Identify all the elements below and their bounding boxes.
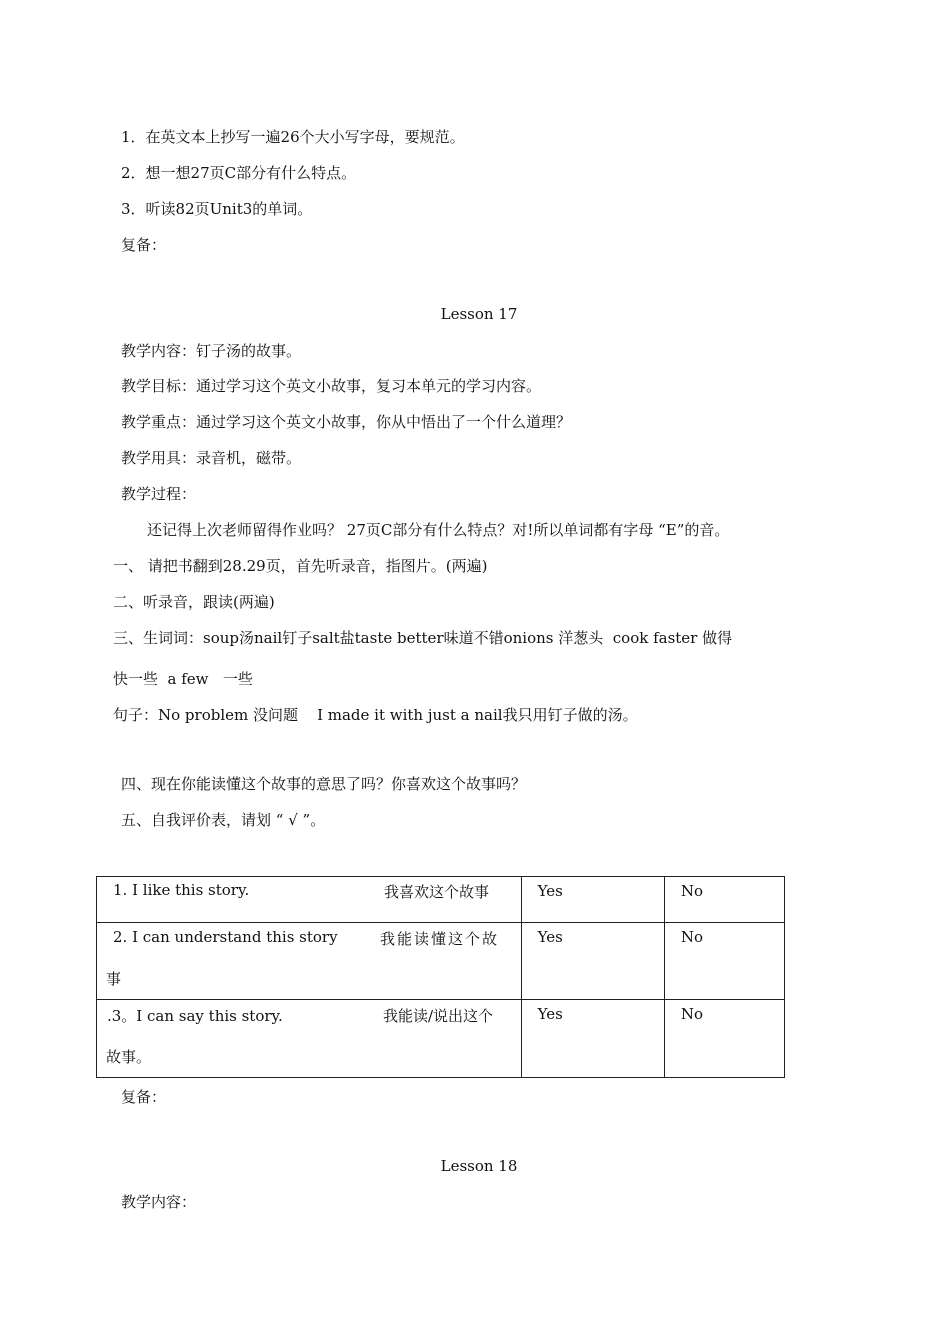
table-row xyxy=(97,923,785,1000)
no-cell[interactable] xyxy=(664,923,784,1000)
statement-en: .3。I can say this story. xyxy=(107,1007,283,1025)
yes-cell[interactable] xyxy=(521,1000,664,1078)
statement-en: 2. I can understand this story xyxy=(113,928,338,946)
yes-cell[interactable] xyxy=(521,923,664,1000)
homework-line-3: 3．听读82页Unit3的单词。 xyxy=(121,200,313,218)
statement-en: 1. I like this story. xyxy=(113,881,250,899)
table-row xyxy=(97,1000,785,1078)
homework-line-2: 2．想一想27页C部分有什么特点。 xyxy=(121,164,357,182)
no-label: No xyxy=(680,928,703,946)
no-label: No xyxy=(680,1005,703,1023)
no-cell[interactable] xyxy=(664,877,784,923)
teaching-key-point: 教学重点：通过学习这个英文小故事，你从中悟出了一个什么道理？ xyxy=(121,413,572,431)
process-intro: 还记得上次老师留得作业吗？ 27页C部分有什么特点？对!所以单词都有字母 “E”的音。 xyxy=(147,521,730,539)
teaching-process-label: 教学过程： xyxy=(121,485,197,503)
sentence-line: 句子：No problem 没问题 I made it with just a nail我只用钉子做的汤。 xyxy=(113,706,638,724)
statement-cn: 我喜欢这个故事 xyxy=(384,883,490,901)
no-label: No xyxy=(680,882,703,900)
lesson-18-title: Lesson 18 xyxy=(440,1157,518,1175)
teaching-tools: 教学用具：录音机，磁带。 xyxy=(121,449,302,467)
statement-cn-cont: 事 xyxy=(106,970,122,988)
fubei-label: 复备： xyxy=(121,236,167,254)
no-cell[interactable] xyxy=(664,1000,784,1078)
statement-cn-cont: 故事。 xyxy=(106,1048,152,1066)
teaching-content: 教学内容：钉子汤的故事。 xyxy=(121,342,302,360)
lesson-17-title: Lesson 17 xyxy=(440,305,518,323)
teaching-content: 教学内容： xyxy=(121,1193,197,1211)
statement-cell xyxy=(97,923,522,1000)
step-3-vocabulary: 三、生词词：soup汤nail钉子salt盐taste better味道不错onions 洋葱头 cook faster 做得 xyxy=(113,629,733,647)
step-2: 二、听录音，跟读(两遍) xyxy=(113,593,275,611)
statement-cell xyxy=(97,1000,522,1078)
self-evaluation-table xyxy=(96,876,785,1078)
statement-cn: 我能读/说出这个 xyxy=(383,1007,494,1025)
yes-label: Yes xyxy=(537,928,563,946)
table-row xyxy=(97,877,785,923)
step-5: 五、自我评价表，请划 “ √ ”。 xyxy=(121,811,326,829)
fubei-label: 复备： xyxy=(121,1088,167,1106)
yes-cell[interactable] xyxy=(521,877,664,923)
statement-cell xyxy=(97,877,522,923)
step-1: 一、 请把书翻到28.29页，首先听录音，指图片。(两遍) xyxy=(113,557,488,575)
step-3-vocabulary-cont: 快一些 a few 一些 xyxy=(113,670,253,688)
yes-label: Yes xyxy=(537,882,563,900)
statement-cn: 我能读懂这个故 xyxy=(380,930,500,948)
step-4: 四、现在你能读懂这个故事的意思了吗？你喜欢这个故事吗？ xyxy=(121,775,527,793)
homework-line-1: 1．在英文本上抄写一遍26个大小写字母，要规范。 xyxy=(121,128,465,146)
teaching-goal: 教学目标：通过学习这个英文小故事，复习本单元的学习内容。 xyxy=(121,377,542,395)
yes-label: Yes xyxy=(537,1005,563,1023)
